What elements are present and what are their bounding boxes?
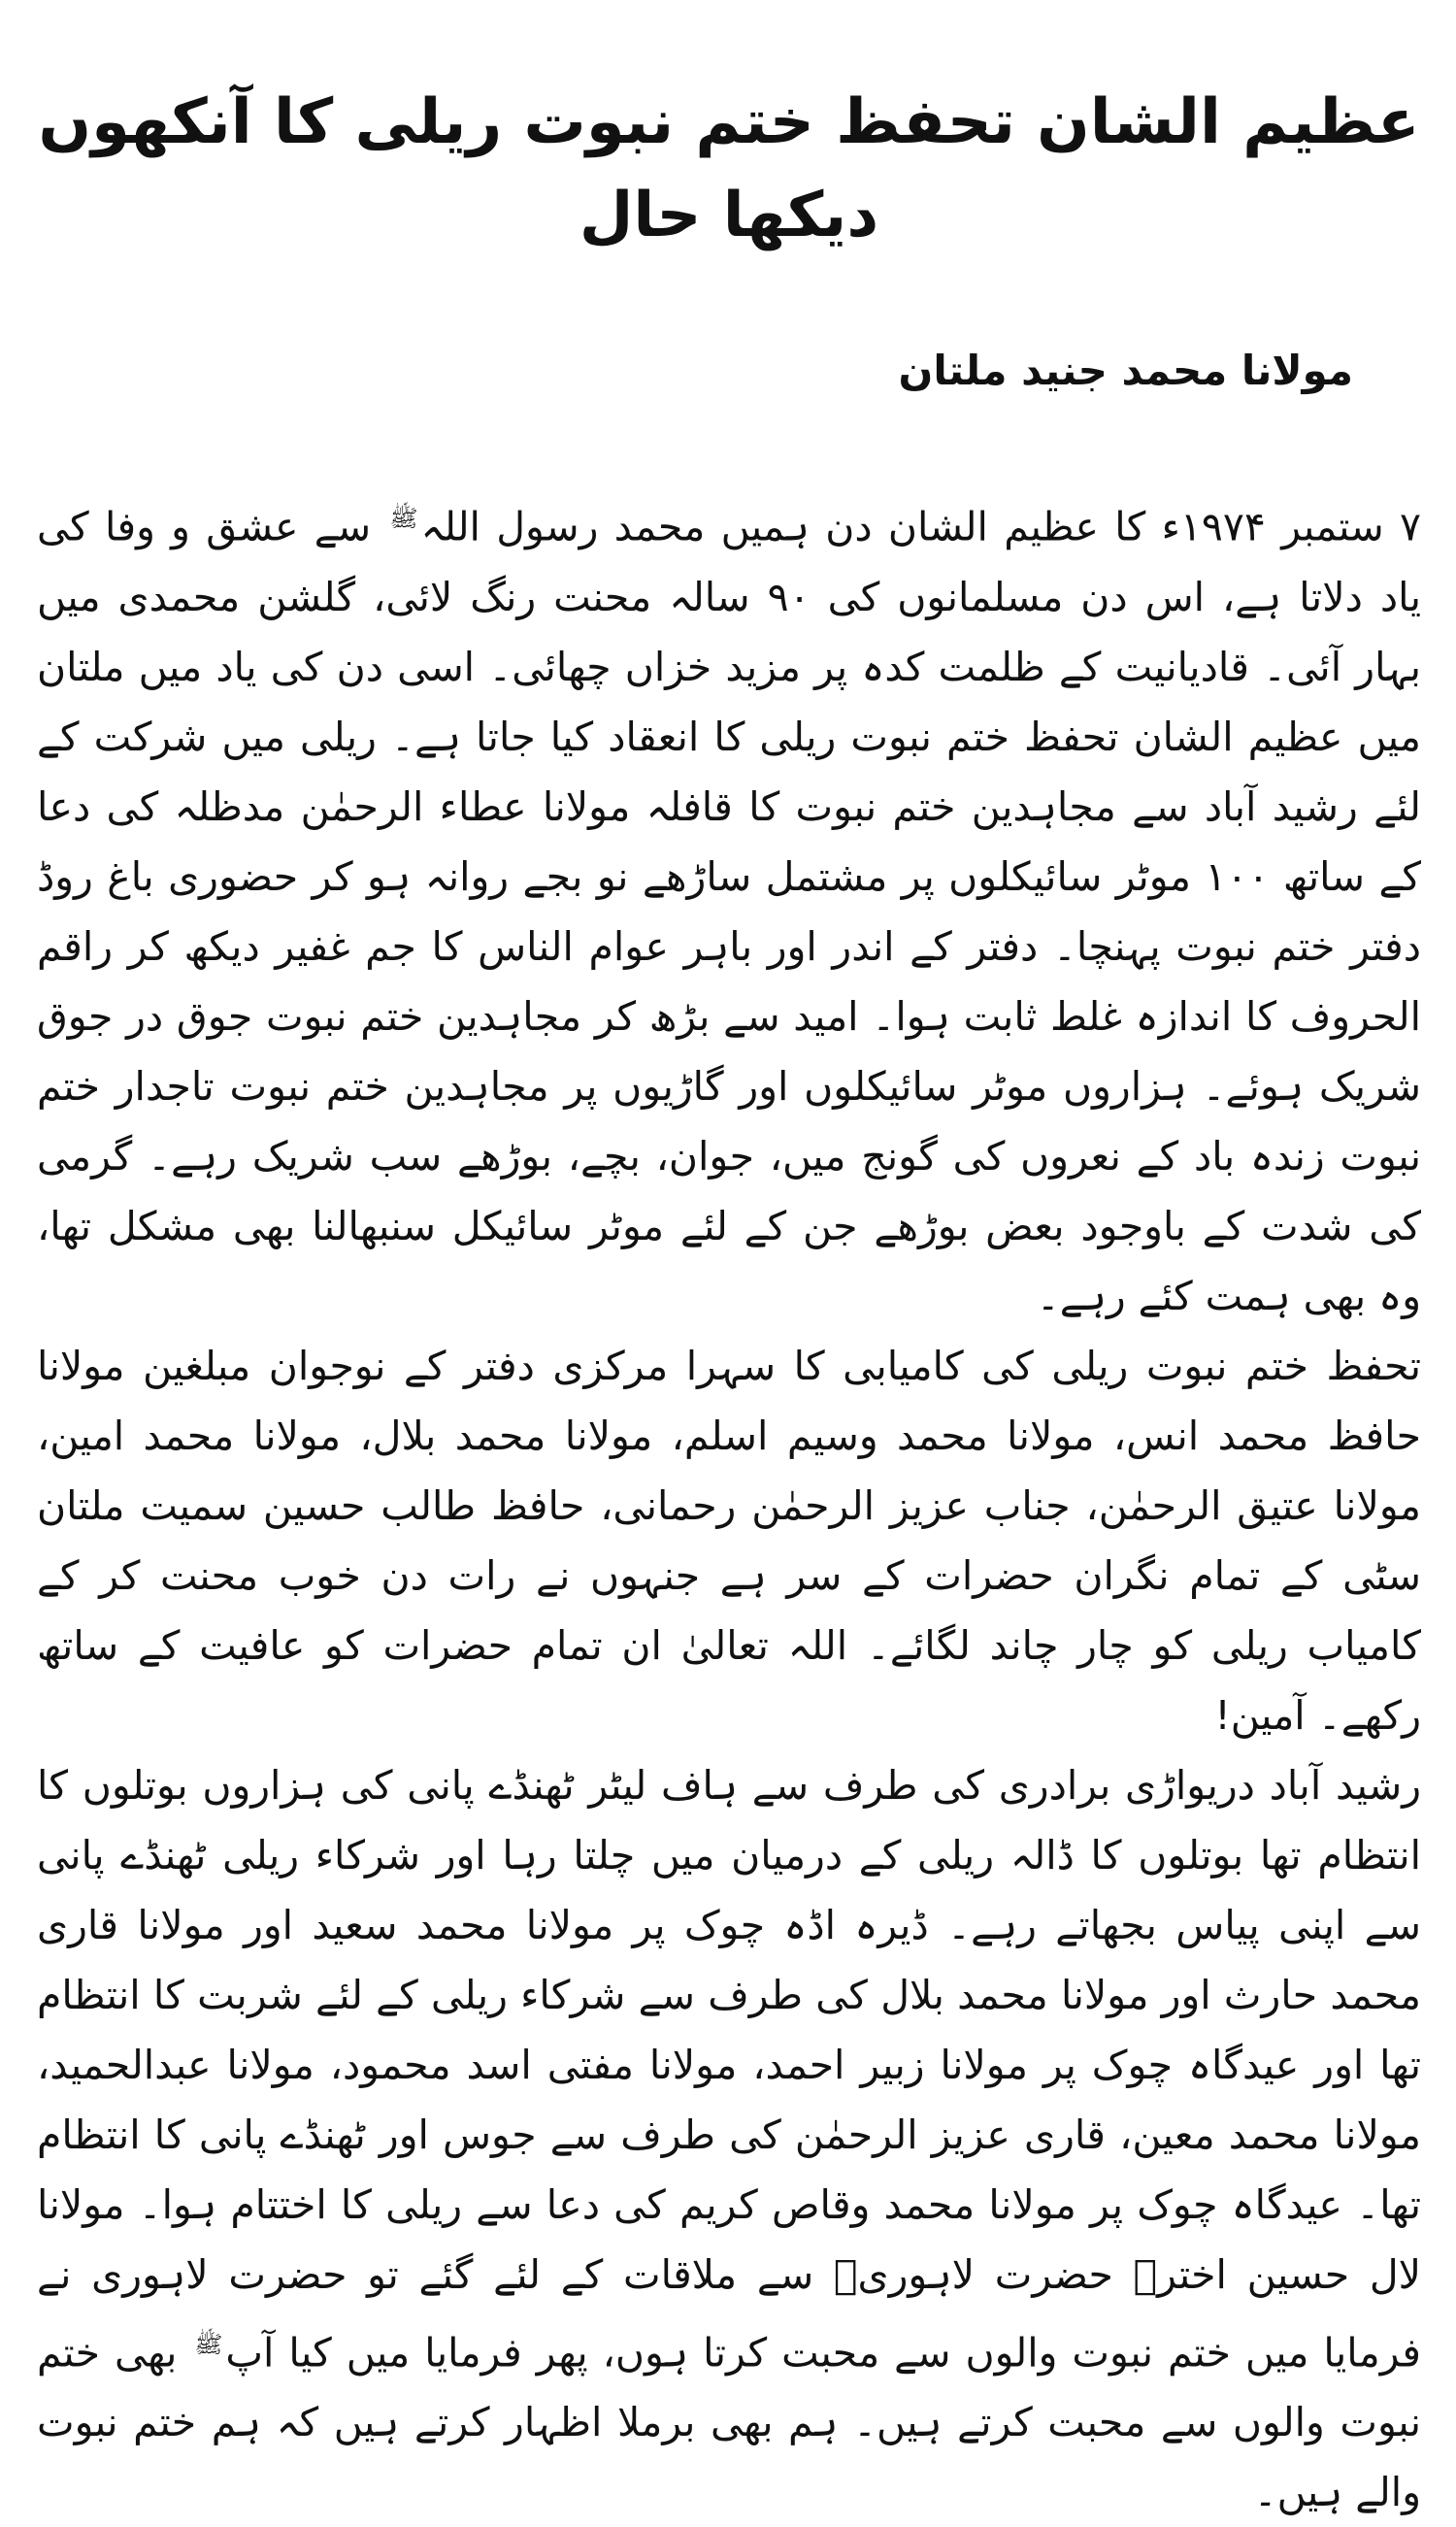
- paragraph-1: [37, 483, 1421, 1331]
- paragraph-3-text-end: بھی ختم نبوت والوں سے محبت کرتے ہیں۔ ہم بھی برملا اظہار کرتے ہیں کہ ہم ختم نبوت والے ہیں۔: [37, 2329, 1421, 2516]
- paragraph-2: تحفظ ختم نبوت ریلی کی کامیابی کا سہرا مرکزی دفتر کے نوجوان مبلغین مولانا حافظ محمد انس، مولانا محمد وسیم اسلم، مولانا محمد بلال، مولانا محمد امین، مولانا عتیق الرحمٰن، جناب عزیز الرحمٰن رحمانی، حافظ طالب حسین سمیت ملتان سٹی کے تمام نگران حضرات کے سر ہے جنہوں نے رات دن خوب محنت کر کے کامیاب ریلی کو چار چاند لگائے۔ اللہ تعالیٰ ان تمام حضرات کو عافیت کے ساتھ رکھے۔ آمین!: [37, 1342, 1421, 1739]
- paragraph-1-text-end: سے عشق و وفا کی یاد دلاتا ہے، اس دن مسلمانوں کی ۹۰ سالہ محنت رنگ لائی، گلشن محمدی میں بہار آئی۔ قادیانیت کے ظلمت کدہ پر مزید خزاں چھائی۔ اسی دن کی یاد میں ملتان میں عظیم الشان تحفظ ختم نبوت ریلی کا انعقاد کیا جاتا ہے۔ ریلی میں شرکت کے لئے رشید آباد سے مجاہدین ختم نبوت کا قافلہ مولانا عطاء الرحمٰن مدظلہ کی دعا کے ساتھ ۱۰۰ موٹر سائیکلوں پر مشتمل ساڑھے نو بجے روانہ ہو کر حضوری باغ روڈ دفتر ختم نبوت پہنچا۔ دفتر کے اندر اور باہر عوام الناس کا جم غفیر دیکھ کر راقم الحروف کا اندازہ غلط ثابت ہوا۔ امید سے بڑھ کر مجاہدین ختم نبوت جوق در جوق شریک ہوئے۔ ہزاروں موٹر سائیکلوں اور گاڑیوں پر مجاہدین ختم نبوت تاجدار ختم نبوت زندہ باد کے نعروں کی گونج میں، جوان، بچے، بوڑھے سب شریک رہے۔ گرمی کی شدت کے باوجود بعض بوڑھے جن کے لئے موٹر سائیکل سنبھالنا بھی مشکل تھا، وہ بھی ہمت کئے رہے۔: [37, 503, 1421, 1319]
- article-body: [37, 483, 1421, 2527]
- paragraph-3: [37, 1750, 1421, 2527]
- salutation-mark: ﷺ: [389, 505, 418, 532]
- paragraph-3-text-start: رشید آباد دریواڑی برادری کی طرف سے ہاف لیٹر ٹھنڈے پانی کی ہزاروں بوتلوں کا انتظام تھا بوتلوں کا ڈالہ ریلی کے درمیان میں چلتا رہا اور شرکاء ریلی ٹھنڈے پانی سے اپنی پیاس بجھاتے رہے۔ ڈیرہ اڈہ چوک پر مولانا محمد سعید اور مولانا قاری محمد حارث اور مولانا محمد بلال کی طرف سے شرکاء ریلی کے لئے شربت کا انتظام تھا اور عیدگاہ چوک پر مولانا زبیر احمد، مولانا مفتی اسد محمود، مولانا عبدالحمید، مولانا محمد معین، قاری عزیز الرحمٰن کی طرف سے جوس اور ٹھنڈے پانی کا انتظام تھا۔ عیدگاہ چوک پر مولانا محمد وقاص کریم کی دعا سے ریلی کا اختتام ہوا۔ مولانا لال حسین اخترؒ حضرت لاہوریؒ سے ملاقات کے لئے گئے تو حضرت لاہوری نے فرمایا میں ختم نبوت والوں سے محبت کرتا ہوں، پھر فرمایا میں کیا آپ: [37, 1761, 1421, 2377]
- article-author: مولانا محمد جنید ملتان: [898, 347, 1353, 394]
- paragraph-1-text-start: ۷ ستمبر ۱۹۷۴ء کا عظیم الشان دن ہمیں محمد رسول اللہ: [420, 503, 1421, 550]
- salutation-mark: ﷺ: [194, 2330, 223, 2358]
- article-title: عظیم الشان تحفظ ختم نبوت ریلی کا آنکھوں دیکھا حال: [38, 86, 1420, 251]
